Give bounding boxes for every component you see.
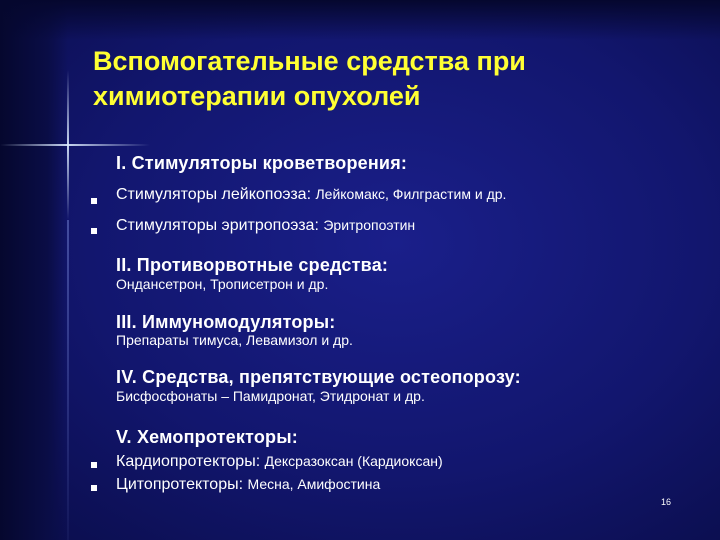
item-label: Кардиопротекторы:	[116, 453, 261, 470]
bullet-icon	[91, 228, 97, 234]
section-5-item-2	[116, 476, 380, 494]
item-label: Стимуляторы эритропоэза:	[116, 217, 319, 234]
section-4-heading: IV. Средства, препятствующие остеопорозу:	[116, 367, 521, 387]
top-border-decoration	[0, 0, 720, 40]
sparkle-vertical-ray	[67, 70, 69, 220]
section-5-heading: V. Хемопротекторы:	[116, 427, 298, 447]
item-detail: Дексразоксан (Кардиоксан)	[264, 453, 443, 469]
section-5-item-1	[116, 453, 443, 471]
section-2-heading: II. Противорвотные средства:	[116, 255, 389, 275]
bullet-icon	[91, 462, 97, 468]
slide-title: Вспомогательные средства при химиотерапии опухолей	[93, 46, 526, 111]
section-1-item-2	[116, 217, 415, 235]
vertical-accent-line	[67, 220, 69, 540]
item-label: Стимуляторы лейкопоэза:	[116, 186, 312, 203]
item-detail: Месна, Амифостина	[247, 476, 381, 492]
section-3-detail: Препараты тимуса, Левамизол и др.	[116, 332, 353, 348]
item-detail: Лейкомакс, Филграстим и др.	[315, 186, 507, 202]
bullet-icon	[91, 485, 97, 491]
section-2-detail: Ондансетрон, Трописетрон и др.	[116, 276, 329, 292]
section-1-item-1	[116, 186, 506, 204]
section-1-heading: I. Стимуляторы кроветворения:	[116, 153, 408, 173]
section-4-detail: Бисфосфонаты – Памидронат, Этидронат и др.	[116, 388, 425, 404]
page-number: 16	[661, 497, 672, 507]
item-detail: Эритропоэтин	[323, 217, 416, 233]
bullet-icon	[91, 198, 97, 204]
item-label: Цитопротекторы:	[116, 476, 244, 493]
left-border-decoration	[0, 0, 68, 540]
section-3-heading: III. Иммуномодуляторы:	[116, 312, 336, 332]
sparkle-horizontal-ray	[0, 144, 150, 146]
